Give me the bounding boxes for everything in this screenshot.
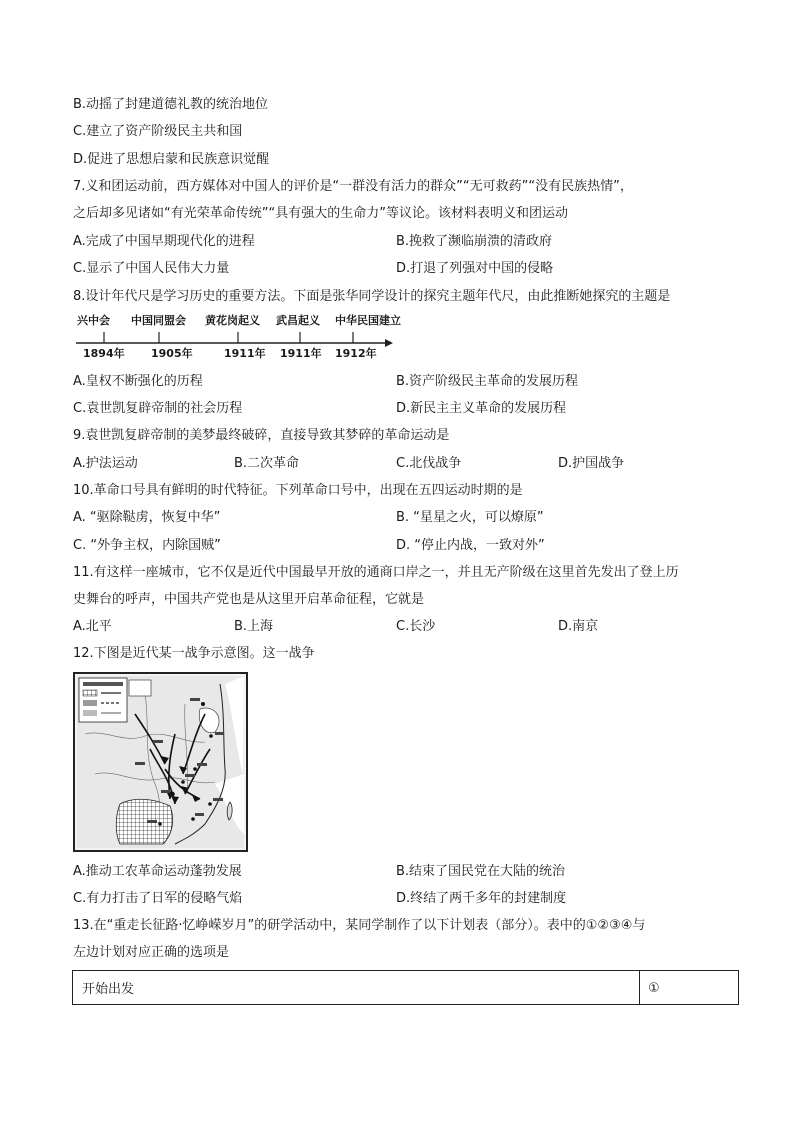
timeline-year: 1911年 xyxy=(280,347,322,360)
war-map-drawing xyxy=(75,674,246,850)
q13-stem-line1: 13.在“重走长征路·忆峥嵘岁月”的研学活动中，某同学制作了以下计划表（部分）。表中的①②③④与 xyxy=(73,918,646,933)
timeline-event: 中华民国建立 xyxy=(335,314,401,327)
timeline-event: 黄花岗起义 xyxy=(205,314,260,327)
q8-stem: 8.设计年代尺是学习历史的重要方法。下面是张华同学设计的探究主题年代尺，由此推断她探究的主题是 xyxy=(73,289,671,304)
q11-option-b: B.上海 xyxy=(234,619,274,634)
timeline-year: 1894年 xyxy=(83,347,125,360)
q8-option-d: D.新民主主义革命的发展历程 xyxy=(396,401,567,416)
q12-option-b: B.结束了国民党在大陆的统治 xyxy=(396,864,566,879)
plan-table-cell-left: 开始出发 xyxy=(82,982,135,997)
q13-stem-line2: 左边计划对应正确的选项是 xyxy=(73,945,230,960)
q7-option-c: C.显示了中国人民伟大力量 xyxy=(73,261,230,276)
q8-option-a: A.皇权不断强化的历程 xyxy=(73,374,203,389)
q11-option-d: D.南京 xyxy=(558,619,599,634)
q8-option-b: B.资产阶级民主革命的发展历程 xyxy=(396,374,579,389)
war-map-figure xyxy=(73,672,248,852)
q10-option-c: C. “外争主权，内除国贼” xyxy=(73,538,221,553)
timeline-year: 1911年 xyxy=(224,347,266,360)
timeline-event: 武昌起义 xyxy=(276,314,320,327)
q7-option-a: A.完成了中国早期现代化的进程 xyxy=(73,234,255,249)
q9-option-a: A.护法运动 xyxy=(73,456,138,471)
plan-table-cell-right: ① xyxy=(648,981,660,996)
timeline-event: 兴中会 xyxy=(77,314,110,327)
q10-stem: 10.革命口号具有鲜明的时代特征。下列革命口号中，出现在五四运动时期的是 xyxy=(73,483,523,498)
q9-stem: 9.袁世凯复辟帝制的美梦最终破碎，直接导致其梦碎的革命运动是 xyxy=(73,428,450,443)
q8-timeline xyxy=(73,314,401,365)
q12-stem: 12.下图是近代某一战争示意图。这一战争 xyxy=(73,646,315,661)
q7-option-b: B.挽救了濒临崩溃的清政府 xyxy=(396,234,553,249)
timeline-event: 中国同盟会 xyxy=(131,314,186,327)
q10-option-b: B. “星星之火，可以燎原” xyxy=(396,510,544,525)
timeline-year: 1912年 xyxy=(335,347,377,360)
q11-option-c: C.长沙 xyxy=(396,619,436,634)
q8-option-c: C.袁世凯复辟帝制的社会历程 xyxy=(73,401,243,416)
q11-stem-line1: 11.有这样一座城市，它不仅是近代中国最早开放的通商口岸之一，并且无产阶级在这里首先发出了登上历 xyxy=(73,565,679,580)
q6-option-b: B.动摇了封建道德礼教的统治地位 xyxy=(73,97,269,112)
q7-stem-line2: 之后却多见诸如“有光荣革命传统”“具有强大的生命力”等议论。该材料表明义和团运动 xyxy=(73,206,568,221)
q9-option-b: B.二次革命 xyxy=(234,456,300,471)
q12-option-a: A.推动工农革命运动蓬勃发展 xyxy=(73,864,242,879)
plan-table-divider xyxy=(639,971,640,1004)
timeline-year: 1905年 xyxy=(151,347,193,360)
q12-option-d: D.终结了两千多年的封建制度 xyxy=(396,891,567,906)
q6-option-d: D.促进了思想启蒙和民族意识觉醒 xyxy=(73,152,270,167)
q9-option-c: C.北伐战争 xyxy=(396,456,462,471)
q10-option-d: D. “停止内战，一致对外” xyxy=(396,538,545,553)
q7-stem-line1: 7.义和团运动前，西方媒体对中国人的评价是“一群没有活力的群众”“无可救药”“没有民族热情”， xyxy=(73,179,633,194)
q13-plan-table xyxy=(72,970,739,1005)
q10-option-a: A. “驱除鞑虏，恢复中华” xyxy=(73,510,221,525)
q12-option-c: C.有力打击了日军的侵略气焰 xyxy=(73,891,243,906)
q9-option-d: D.护国战争 xyxy=(558,456,625,471)
q11-stem-line2: 史舞台的呼声，中国共产党也是从这里开启革命征程，它就是 xyxy=(73,592,425,607)
q6-option-c: C.建立了资产阶级民主共和国 xyxy=(73,124,243,139)
q7-option-d: D.打退了列强对中国的侵略 xyxy=(396,261,554,276)
q11-option-a: A.北平 xyxy=(73,619,112,634)
